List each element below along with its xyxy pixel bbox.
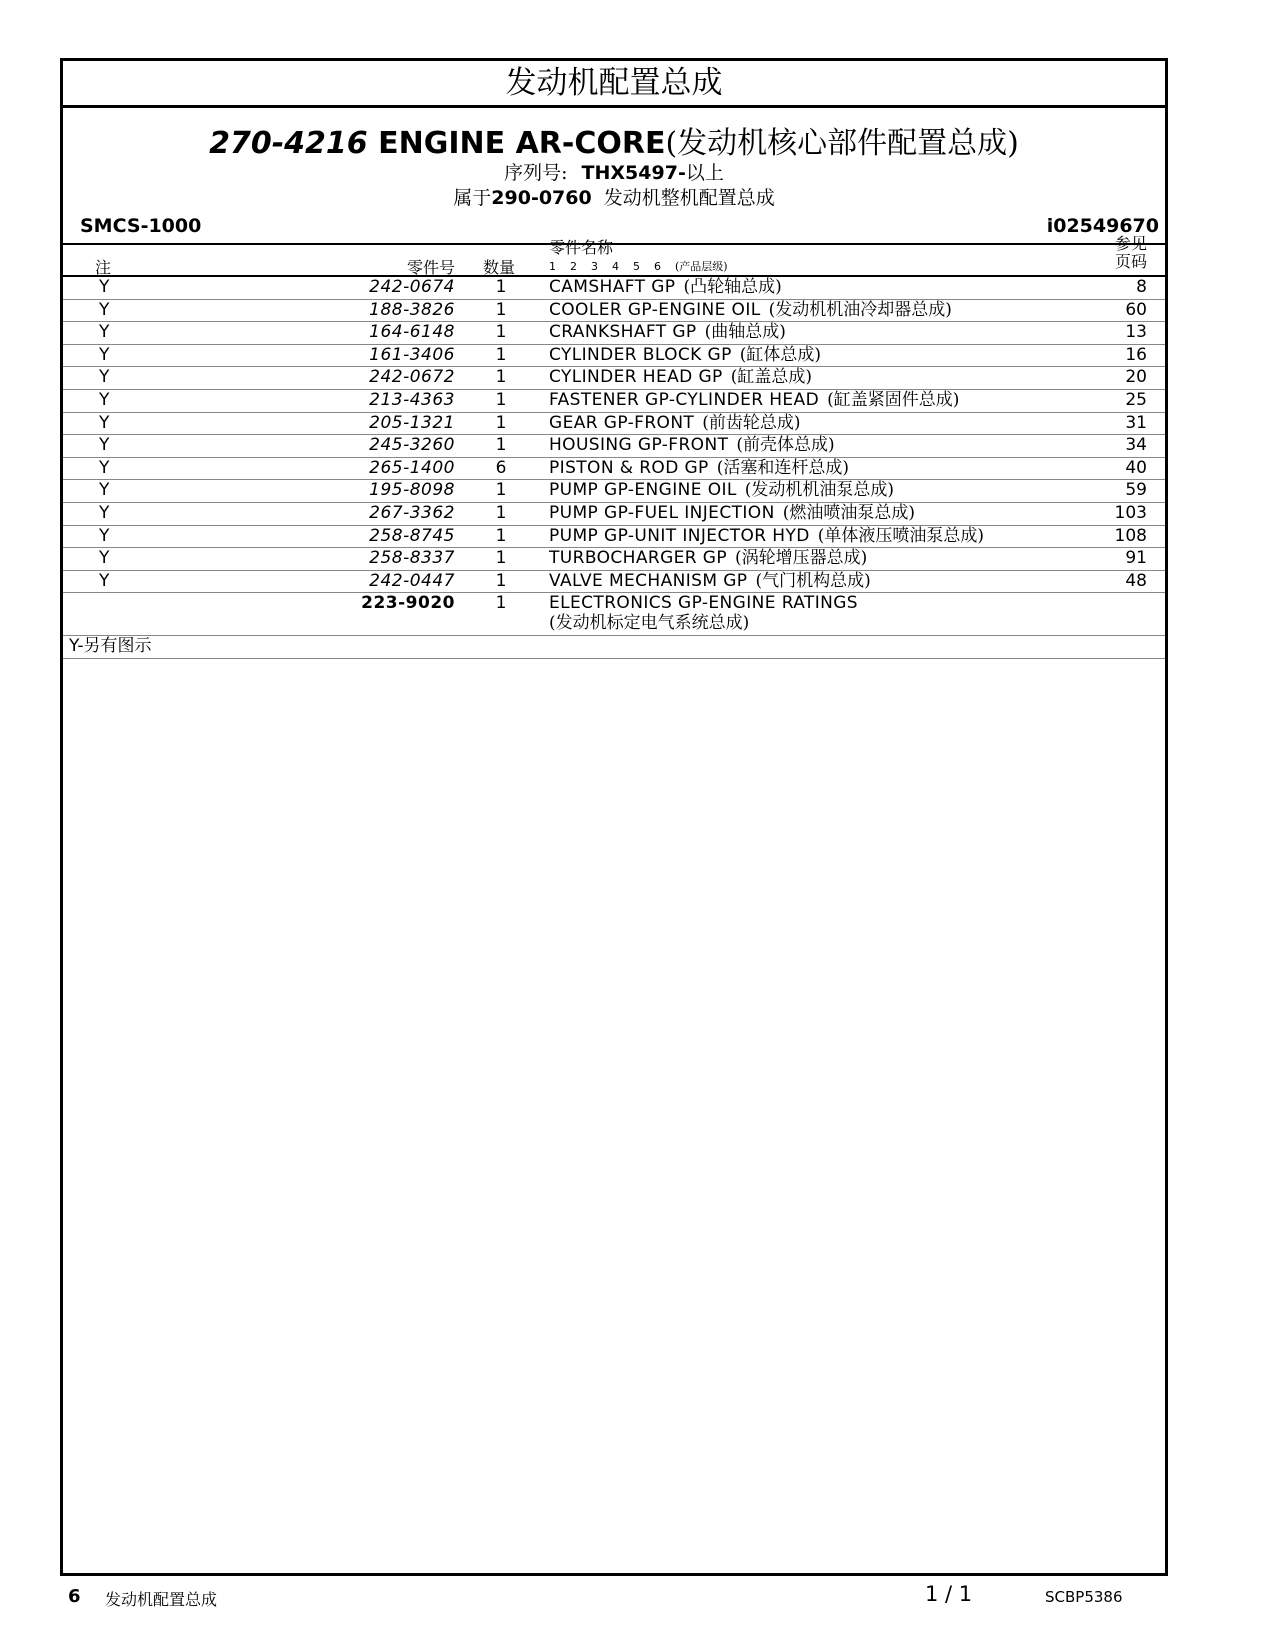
page-frame: [60, 58, 1168, 1576]
page-ref-cell: 25: [1125, 389, 1147, 410]
table-row: [63, 434, 1165, 457]
part-number-cell: 213-4363: [369, 389, 455, 410]
level-6: 6: [654, 260, 661, 273]
part-name-cn: (发动机标定电气系统总成): [549, 613, 750, 634]
footnote-text: 另有图示: [83, 636, 152, 657]
note-cell: Y: [99, 502, 110, 523]
part-name-cell: [549, 548, 867, 569]
qty-cell: 1: [495, 593, 507, 614]
qty-cell: 1: [495, 344, 507, 365]
part-name-cn: (单体液压喷油泵总成): [817, 525, 985, 546]
part-number-cell: 242-0672: [369, 367, 455, 388]
qty-cell: 1: [495, 277, 507, 297]
part-name-cn: (缸盖总成): [730, 367, 812, 388]
part-number-cell: 245-3260: [369, 435, 455, 456]
part-name-cn: (活塞和连杆总成): [716, 457, 849, 478]
page-ref-cell: 34: [1125, 435, 1147, 456]
note-cell: Y: [99, 457, 110, 478]
serial-suffix: 以上: [685, 162, 724, 184]
part-name-cell: [549, 503, 915, 524]
note-cell: Y: [99, 277, 110, 297]
qty-cell: 1: [495, 502, 507, 523]
qty-cell: 1: [495, 480, 507, 501]
part-name-en: CYLINDER BLOCK GP: [549, 344, 732, 365]
column-header-part-name: 零件名称: [549, 238, 614, 257]
qty-cell: 1: [495, 389, 507, 410]
column-header-levels: [549, 258, 728, 274]
part-name-cn: (涡轮增压器总成): [735, 548, 868, 569]
part-name-cn: (发动机机油冷却器总成): [768, 299, 952, 320]
part-number-cell: 205-1321: [369, 412, 455, 433]
part-number-cell: 265-1400: [369, 457, 455, 478]
part-name-cell: [549, 300, 952, 321]
qty-cell: 1: [495, 412, 507, 433]
part-name-cn: (曲轴总成): [704, 322, 786, 343]
level-3: 3: [591, 260, 598, 273]
qty-cell: 1: [495, 299, 507, 320]
part-name-cell: [549, 390, 959, 411]
part-name-cn: (气门机构总成): [755, 570, 871, 591]
page-ref-cell: 59: [1125, 480, 1147, 501]
column-header-note: 注: [95, 258, 112, 277]
smcs-code: SMCS-1000: [80, 215, 202, 237]
footnote: [69, 636, 152, 657]
column-header-see-page: [1115, 235, 1147, 271]
part-name-cn: (缸盖紧固件总成): [827, 389, 960, 410]
note-cell: Y: [99, 299, 110, 320]
part-name-en: TURBOCHARGER GP: [549, 548, 728, 569]
note-cell: Y: [99, 548, 110, 569]
levels-hint: (产品层级): [675, 260, 728, 273]
see-page-line2: 页码: [1114, 252, 1147, 271]
parent-prefix: 属于: [453, 187, 492, 209]
footnote-mark: Y-: [69, 636, 84, 657]
part-name-en: FASTENER GP-CYLINDER HEAD: [549, 389, 820, 410]
part-number-cell: 195-8098: [369, 480, 455, 501]
table-row: [63, 275, 1165, 299]
assembly-number: 270-4216: [209, 126, 368, 161]
part-name-cell: [549, 571, 871, 592]
page-ref-cell: 20: [1125, 367, 1147, 388]
parts-table: [63, 275, 1165, 659]
part-name-cn: (发动机机油泵总成): [744, 480, 895, 501]
part-number-cell: 188-3826: [369, 299, 455, 320]
section-title: 发动机配置总成: [63, 61, 1165, 108]
table-row: [63, 502, 1165, 525]
part-number-cell: 242-0674: [369, 277, 455, 297]
assembly-title: [63, 118, 1165, 162]
part-name-cell: [549, 345, 821, 366]
serial-label: 序列号:: [504, 162, 568, 184]
level-2: 2: [570, 260, 577, 273]
note-cell: Y: [99, 525, 110, 546]
table-row: [63, 344, 1165, 367]
column-header-part-no: 零件号: [406, 258, 455, 277]
serial-range: [63, 158, 1165, 185]
note-cell: Y: [99, 570, 110, 591]
note-cell: Y: [99, 480, 110, 501]
page-ref-cell: 48: [1125, 570, 1147, 591]
part-name-cn: (凸轮轴总成): [683, 277, 782, 297]
qty-cell: 1: [495, 435, 507, 456]
note-cell: Y: [99, 322, 110, 343]
part-name-en: CRANKSHAFT GP: [549, 322, 697, 343]
part-number-cell: 258-8745: [369, 525, 455, 546]
note-cell: Y: [99, 435, 110, 456]
part-name-en: ELECTRONICS GP-ENGINE RATINGS: [549, 593, 859, 614]
part-name-en: PUMP GP-ENGINE OIL: [549, 480, 737, 501]
page-ref-cell: 40: [1125, 457, 1147, 478]
assembly-name-cn: (发动机核心部件配置总成): [665, 126, 1019, 161]
part-name-cell: [549, 277, 782, 298]
footer-section-name: 发动机配置总成: [105, 1590, 218, 1609]
header-divider: [63, 243, 1165, 245]
part-number-cell: 161-3406: [369, 344, 455, 365]
level-5: 5: [633, 260, 640, 273]
part-name-en: PUMP GP-UNIT INJECTOR HYD: [549, 525, 810, 546]
footer-page-count: 1 / 1: [925, 1582, 973, 1606]
page-ref-cell: 91: [1125, 548, 1147, 569]
table-row: [63, 525, 1165, 548]
footnote-row: [63, 635, 1165, 658]
part-number-cell: 164-6148: [369, 322, 455, 343]
part-name-cn: (前齿轮总成): [702, 412, 801, 433]
part-name-en: GEAR GP-FRONT: [549, 412, 695, 433]
table-row: [63, 457, 1165, 480]
part-name-cell: [549, 322, 786, 343]
table-row: [63, 547, 1165, 570]
level-1: 1: [549, 260, 556, 273]
column-header-qty: 数量: [483, 258, 516, 277]
table-bottom-divider: [63, 658, 1165, 659]
parent-part-number: 290-0760: [491, 187, 592, 209]
table-row: [63, 299, 1165, 322]
illustration-id: i02549670: [1046, 215, 1159, 237]
qty-cell: 1: [495, 525, 507, 546]
part-name-cell: [549, 413, 800, 434]
part-name-en: COOLER GP-ENGINE OIL: [549, 299, 761, 320]
page-ref-cell: 8: [1136, 277, 1147, 297]
part-name-en: CAMSHAFT GP: [549, 277, 676, 297]
page-ref-cell: 31: [1125, 412, 1147, 433]
part-number-cell: 258-8337: [369, 548, 455, 569]
qty-cell: 1: [495, 322, 507, 343]
part-name-en: PISTON & ROD GP: [549, 457, 709, 478]
see-page-line1: 参见: [1114, 234, 1147, 253]
table-row: [63, 570, 1165, 593]
page-ref-cell: 13: [1125, 322, 1147, 343]
table-row: [63, 412, 1165, 435]
part-number-cell: 242-0447: [369, 570, 455, 591]
page-ref-cell: 16: [1125, 344, 1147, 365]
parent-assembly: [63, 183, 1165, 210]
part-name-en: HOUSING GP-FRONT: [549, 435, 729, 456]
part-name-cell: [549, 480, 894, 501]
note-cell: Y: [99, 412, 110, 433]
qty-cell: 1: [495, 570, 507, 591]
part-number-cell: 267-3362: [369, 502, 455, 523]
part-name-cn: (缸体总成): [739, 344, 822, 365]
note-cell: Y: [99, 389, 110, 410]
footer-document-code: SCBP5386: [1045, 1588, 1123, 1606]
table-row: [63, 479, 1165, 502]
qty-cell: 1: [495, 367, 507, 388]
page-ref-cell: 108: [1114, 525, 1147, 546]
part-name-en: VALVE MECHANISM GP: [549, 570, 748, 591]
level-4: 4: [612, 260, 619, 273]
note-cell: Y: [99, 367, 110, 388]
part-name-cell: [549, 526, 984, 547]
page-ref-cell: 103: [1114, 502, 1147, 523]
part-name-cell: [549, 458, 849, 479]
table-row: [63, 366, 1165, 389]
part-name-en: PUMP GP-FUEL INJECTION: [549, 502, 775, 523]
part-number-cell: 223-9020: [361, 593, 455, 614]
table-row: [63, 389, 1165, 412]
serial-value: THX5497-: [581, 162, 686, 184]
page-ref-cell: 60: [1125, 299, 1147, 320]
parent-name: 发动机整机配置总成: [603, 187, 775, 209]
part-name-cell: [549, 435, 835, 456]
assembly-name-en: ENGINE AR-CORE: [378, 126, 666, 161]
page-footer: [0, 1580, 1275, 1610]
table-row: [63, 321, 1165, 344]
part-name-cn: (前壳体总成): [736, 435, 835, 456]
part-name-cn: (燃油喷油泵总成): [782, 502, 915, 523]
footer-page-number: 6: [68, 1586, 81, 1607]
part-name-en: CYLINDER HEAD GP: [549, 367, 723, 388]
table-row-electronics: [63, 592, 1165, 635]
qty-cell: 6: [495, 457, 507, 478]
qty-cell: 1: [495, 548, 507, 569]
note-cell: Y: [99, 344, 110, 365]
part-name-cell: [549, 367, 812, 388]
